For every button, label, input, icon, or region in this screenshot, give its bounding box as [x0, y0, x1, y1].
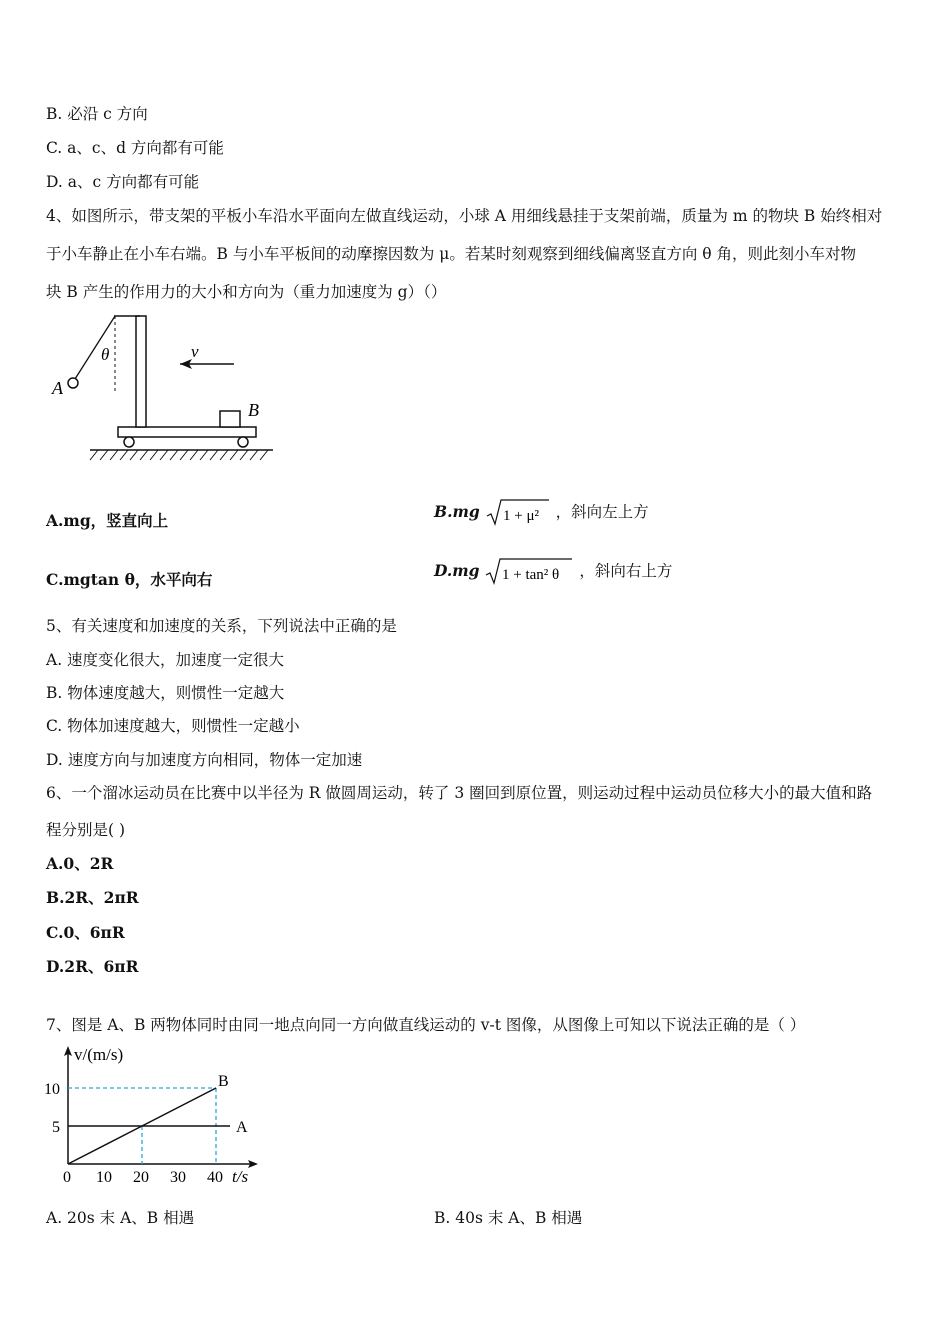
x-tick-10: 10	[96, 1169, 112, 1186]
q4-stem-line1: 4、如图所示，带支架的平板小车沿水平面向左做直线运动，小球 A 用细线悬挂于支架前端，质量为 m 的物块 B 始终相对	[46, 207, 883, 225]
x-tick-40: 40	[207, 1169, 223, 1186]
ball-a	[68, 378, 78, 388]
y-axis-label: v/(m/s)	[74, 1045, 124, 1064]
q7-option-b: B. 40s 末 A、B 相遇	[434, 1209, 583, 1227]
cart-figure	[48, 310, 288, 470]
q6-option-a: A.0、2R	[46, 854, 114, 873]
y-tick-10: 10	[44, 1081, 60, 1098]
q4-option-d	[434, 557, 672, 587]
block-b	[220, 411, 240, 427]
sqrt-sign-icon	[485, 498, 551, 528]
series-a-label: A	[236, 1119, 248, 1136]
q6-option-d: D.2R、6πR	[46, 957, 139, 976]
label-theta: θ	[101, 345, 110, 364]
q4-option-b	[434, 498, 649, 528]
q6-option-b: B.2R、2πR	[46, 888, 139, 907]
sqrt-sign-icon	[484, 557, 574, 587]
q4-option-b-suffix: ，斜向左上方	[555, 503, 649, 521]
x-tick-20: 20	[133, 1169, 149, 1186]
label-b: B	[248, 400, 259, 420]
y-tick-5: 5	[52, 1119, 60, 1136]
q3-option-c: C. a、c、d 方向都有可能	[46, 139, 224, 157]
q4-option-b-prefix: B.mg	[434, 502, 480, 521]
q6-stem-line2: 程分别是( )	[46, 821, 126, 839]
label-v: v	[191, 342, 199, 361]
q5-option-b: B. 物体速度越大，则惯性一定越大	[46, 684, 285, 702]
q4-option-d-radicand: 1 + tan² θ	[502, 567, 560, 583]
q4-option-a: A.mg，竖直向上	[46, 511, 169, 530]
cart-wheel-right	[238, 437, 248, 447]
q4-option-d-prefix: D.mg	[434, 561, 480, 580]
q4-option-c: C.mgtan θ，水平向右	[46, 570, 213, 589]
q6-stem-line1: 6、一个溜冰运动员在比赛中以半径为 R 做圆周运动，转了 3 圈回到原位置，则运动过程中运动员位移大小的最大值和路	[46, 784, 873, 802]
vt-chart	[40, 1040, 270, 1195]
q5-option-d: D. 速度方向与加速度方向相同，物体一定加速	[46, 751, 363, 769]
q3-option-b: B. 必沿 c 方向	[46, 105, 148, 123]
cart-platform	[118, 427, 256, 437]
support-pole	[136, 316, 146, 427]
q4-stem-line3: 块 B 产生的作用力的大小和方向为（重力加速度为 g）（）	[46, 283, 447, 301]
q7-option-a: A. 20s 末 A、B 相遇	[46, 1209, 195, 1227]
q5-option-a: A. 速度变化很大，加速度一定很大	[46, 651, 285, 669]
q7-stem: 7、图是 A、B 两物体同时由同一地点向同一方向做直线运动的 v-t 图像，从图像上可知以下说法正确的是（ ）	[46, 1016, 806, 1034]
x-axis-label: t/s	[232, 1167, 249, 1186]
q4-option-b-radicand: 1 + μ²	[502, 508, 539, 524]
label-a: A	[52, 378, 63, 398]
q4-option-d-suffix: ，斜向右上方	[579, 562, 673, 580]
series-b-label: B	[218, 1073, 229, 1090]
q6-option-c: C.0、6πR	[46, 923, 125, 942]
q3-option-d: D. a、c 方向都有可能	[46, 173, 200, 191]
q4-stem-line2: 于小车静止在小车右端。B 与小车平板间的动摩擦因数为 μ。若某时刻观察到细线偏离竖直方向 θ 角，则此刻小车对物	[46, 245, 857, 263]
cart-wheel-left	[124, 437, 134, 447]
x-tick-30: 30	[170, 1169, 186, 1186]
x-tick-0: 0	[63, 1169, 71, 1186]
q5-stem: 5、有关速度和加速度的关系，下列说法中正确的是	[46, 617, 397, 635]
q5-option-c: C. 物体加速度越大，则惯性一定越小	[46, 717, 300, 735]
